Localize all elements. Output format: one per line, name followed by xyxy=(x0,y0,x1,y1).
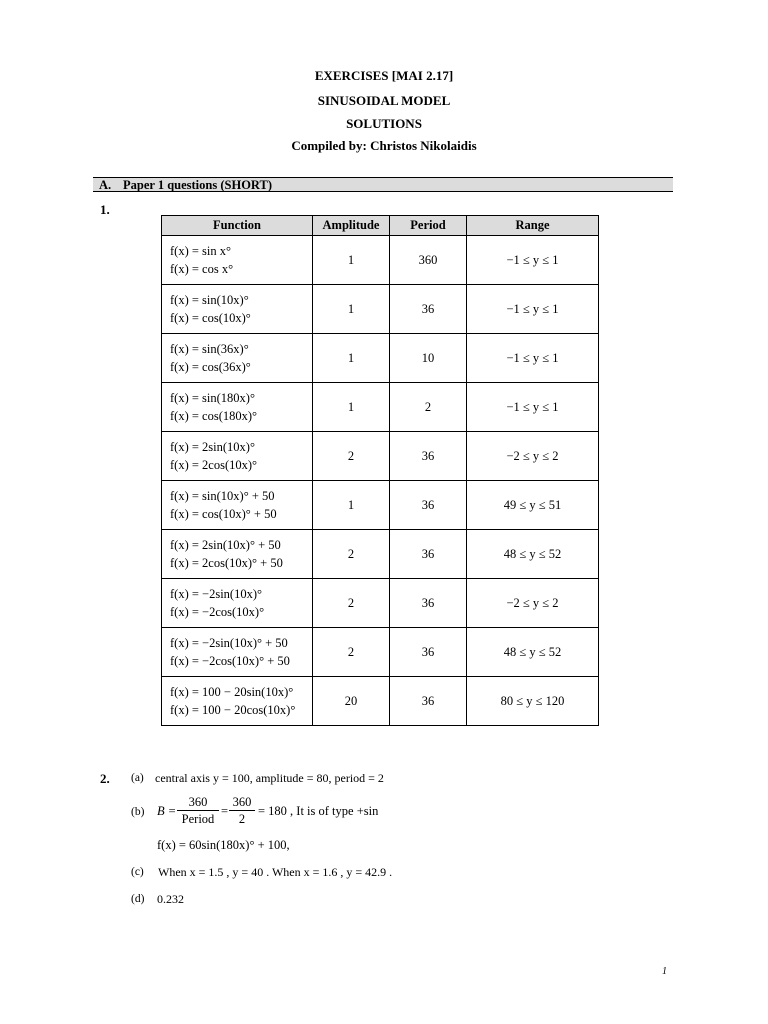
function-cell xyxy=(162,677,313,726)
col-header-function: Function xyxy=(162,216,313,236)
q2-b-rhs: = 180 , It is of type +sin xyxy=(258,804,379,818)
amplitude-cell: 2 xyxy=(313,530,390,579)
amplitude-cell: 1 xyxy=(313,236,390,285)
section-letter: A. xyxy=(99,178,112,192)
function-cell xyxy=(162,481,313,530)
range-cell: 80 ≤ y ≤ 120 xyxy=(467,677,599,726)
function-cos: f(x) = −2cos(10x)° xyxy=(170,605,265,619)
function-cell xyxy=(162,432,313,481)
table-row xyxy=(162,530,599,579)
period-cell: 10 xyxy=(390,334,467,383)
q2-part-a-label: (a) xyxy=(131,772,144,784)
q2-b-fraction-1 xyxy=(177,794,219,827)
table-row xyxy=(162,383,599,432)
section-header xyxy=(93,177,673,192)
function-cell xyxy=(162,236,313,285)
function-sin: f(x) = 2sin(10x)° + 50 xyxy=(170,538,281,552)
q2-b-fraction-2 xyxy=(229,794,255,827)
q2-part-c-text: When x = 1.5 , y = 40 . When x = 1.6 , y = 42.9 . xyxy=(158,865,393,879)
section-title: Paper 1 questions (SHORT) xyxy=(123,178,272,192)
period-cell: 36 xyxy=(390,432,467,481)
amplitude-cell: 2 xyxy=(313,432,390,481)
amplitude-cell: 1 xyxy=(313,481,390,530)
function-cos: f(x) = 100 − 20cos(10x)° xyxy=(170,703,296,717)
period-cell: 36 xyxy=(390,579,467,628)
fraction-2-denominator: 2 xyxy=(238,812,246,826)
function-cell xyxy=(162,628,313,677)
amplitude-cell: 20 xyxy=(313,677,390,726)
period-cell: 2 xyxy=(390,383,467,432)
range-cell: 49 ≤ y ≤ 51 xyxy=(467,481,599,530)
q2-part-b-label: (b) xyxy=(131,806,145,818)
function-cos: f(x) = cos(36x)° xyxy=(170,360,251,374)
function-sin: f(x) = sin x° xyxy=(170,244,231,258)
function-cos: f(x) = cos x° xyxy=(170,262,234,276)
function-sin: f(x) = sin(10x)° xyxy=(170,293,249,307)
col-header-period: Period xyxy=(390,216,467,236)
table-row xyxy=(162,236,599,285)
period-cell: 360 xyxy=(390,236,467,285)
doc-title: EXERCISES [MAI 2.17] xyxy=(314,68,454,83)
table-row xyxy=(162,432,599,481)
range-cell: −2 ≤ y ≤ 2 xyxy=(467,432,599,481)
function-cell xyxy=(162,383,313,432)
function-cell xyxy=(162,334,313,383)
col-header-amplitude: Amplitude xyxy=(313,216,390,236)
q2-part-d-label: (d) xyxy=(131,893,145,905)
q2-b-lhs: B = xyxy=(157,804,177,818)
question-1-number: 1. xyxy=(100,202,110,217)
function-sin: f(x) = sin(10x)° + 50 xyxy=(170,489,275,503)
table-row xyxy=(162,628,599,677)
period-cell: 36 xyxy=(390,628,467,677)
period-cell: 36 xyxy=(390,530,467,579)
function-sin: f(x) = 2sin(10x)° xyxy=(170,440,255,454)
function-cos: f(x) = cos(180x)° xyxy=(170,409,258,423)
q2-b-equals: = xyxy=(221,804,229,818)
question-2-number: 2. xyxy=(100,771,110,786)
function-sin: f(x) = sin(180x)° xyxy=(170,391,255,405)
function-cell xyxy=(162,285,313,334)
doc-solutions-label: SOLUTIONS xyxy=(346,116,422,131)
doc-author: Compiled by: Christos Nikolaidis xyxy=(291,138,477,153)
table-header-row xyxy=(162,216,599,236)
range-cell: 48 ≤ y ≤ 52 xyxy=(467,530,599,579)
function-cos: f(x) = −2cos(10x)° + 50 xyxy=(170,654,290,668)
function-sin: f(x) = −2sin(10x)° + 50 xyxy=(170,636,288,650)
function-cell xyxy=(162,530,313,579)
fraction-1-denominator: Period xyxy=(181,812,215,826)
function-cos: f(x) = cos(10x)° xyxy=(170,311,251,325)
function-sin: f(x) = −2sin(10x)° xyxy=(170,587,262,601)
amplitude-cell: 2 xyxy=(313,628,390,677)
function-cos: f(x) = cos(10x)° + 50 xyxy=(170,507,277,521)
period-cell: 36 xyxy=(390,481,467,530)
page-number: 1 xyxy=(662,966,667,977)
function-sin: f(x) = sin(36x)° xyxy=(170,342,249,356)
function-sin: f(x) = 100 − 20sin(10x)° xyxy=(170,685,294,699)
table-row xyxy=(162,481,599,530)
function-cos: f(x) = 2cos(10x)° xyxy=(170,458,258,472)
range-cell: −1 ≤ y ≤ 1 xyxy=(467,236,599,285)
period-cell: 36 xyxy=(390,285,467,334)
function-cos: f(x) = 2cos(10x)° + 50 xyxy=(170,556,283,570)
fraction-1-numerator: 360 xyxy=(177,794,219,811)
range-cell: −1 ≤ y ≤ 1 xyxy=(467,334,599,383)
amplitude-cell: 1 xyxy=(313,334,390,383)
amplitude-cell: 1 xyxy=(313,383,390,432)
amplitude-cell: 2 xyxy=(313,579,390,628)
q2-part-c-label: (c) xyxy=(131,866,144,878)
period-cell: 36 xyxy=(390,677,467,726)
range-cell: −2 ≤ y ≤ 2 xyxy=(467,579,599,628)
q2-part-d-text: 0.232 xyxy=(157,892,184,906)
col-header-range: Range xyxy=(467,216,599,236)
table-row xyxy=(162,677,599,726)
table-row xyxy=(162,579,599,628)
table-row xyxy=(162,285,599,334)
function-table xyxy=(161,215,599,726)
table-row xyxy=(162,334,599,383)
range-cell: −1 ≤ y ≤ 1 xyxy=(467,383,599,432)
q2-part-a-text: central axis y = 100, amplitude = 80, period = 2 xyxy=(155,771,384,785)
amplitude-cell: 1 xyxy=(313,285,390,334)
q2-b-formula: f(x) = 60sin(180x)° + 100, xyxy=(157,838,290,852)
fraction-2-numerator: 360 xyxy=(229,794,255,811)
range-cell: 48 ≤ y ≤ 52 xyxy=(467,628,599,677)
range-cell: −1 ≤ y ≤ 1 xyxy=(467,285,599,334)
function-cell xyxy=(162,579,313,628)
doc-subtitle: SINUSOIDAL MODEL xyxy=(317,93,451,108)
